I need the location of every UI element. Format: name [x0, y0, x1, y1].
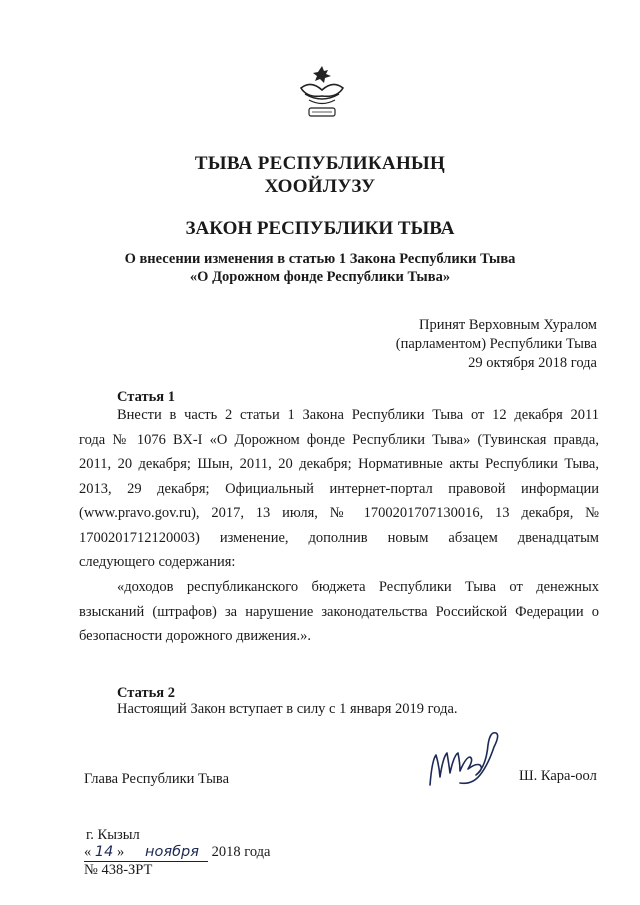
article2-heading: Статья 2	[117, 685, 175, 701]
date-open-quote: «	[84, 844, 92, 860]
title-tuvan-line1: ТЫВА РЕСПУБЛИКАНЫҢ	[194, 153, 446, 174]
adoption-line1: Принят Верховным Хуралом	[419, 317, 597, 333]
title-russian: ЗАКОН РЕСПУБЛИКИ ТЫВА	[185, 218, 455, 239]
quote-line: «доходов республиканского бюджета Республики Тыва от денежных	[117, 579, 599, 595]
handwritten-signature-icon	[420, 730, 510, 800]
date-year: 2018 года	[211, 844, 271, 860]
article1-quote	[79, 575, 599, 649]
article2-text: Настоящий Закон вступает в силу с 1 января 2019 года.	[117, 701, 458, 717]
law-number: № 438-ЗРТ	[84, 862, 153, 878]
adoption-line2: (парламентом) Республики Тыва	[395, 336, 597, 352]
article1-text	[79, 403, 599, 575]
article1-heading: Статья 1	[117, 389, 175, 405]
subtitle-line1: О внесении изменения в статью 1 Закона Республики Тыва	[124, 251, 516, 267]
date-month: ноября	[145, 844, 199, 860]
tuva-emblem-icon	[295, 62, 349, 124]
date-close-quote: »	[116, 844, 125, 860]
subtitle-line2: «О Дорожном фонде Республики Тыва»	[189, 269, 451, 285]
article1-line: 1700201712120003) изменение, дополнив новым абзацем двенадцатым	[79, 529, 599, 546]
article1-line: (www.pravo.gov.ru), 2017, 13 июля, № 1700201707130016, 13 декабря, №	[79, 505, 599, 521]
title-tuvan-line2: ХООЙЛУЗУ	[264, 176, 376, 197]
quote-line: взысканий (штрафов) за нарушение законодательства Российской Федерации о	[79, 603, 599, 620]
article1-line: Внести в часть 2 статьи 1 Закона Республики Тыва от 12 декабря 2011	[117, 407, 599, 423]
article1-line: 2011, 20 декабря; Шын, 2011, 20 декабря; Нормативные акты Республики Тыва,	[79, 456, 599, 472]
quote-line: безопасности дорожного движения.».	[79, 628, 312, 644]
signatory-name: Ш. Кара-оол	[519, 768, 597, 784]
adoption-block	[396, 316, 597, 373]
article1-line: года № 1076 ВХ-I «О Дорожном фонде Республики Тыва» (Тувинская правда,	[79, 431, 599, 448]
article1-line: 2013, 29 декабря; Официальный интернет-портал правовой информации	[79, 480, 599, 497]
signing-date	[84, 843, 270, 862]
signatory-position: Глава Республики Тыва	[84, 771, 230, 787]
date-day: 14	[94, 844, 114, 860]
place-of-signing: г. Кызыл	[86, 827, 140, 843]
article1-line: следующего содержания:	[79, 554, 236, 570]
adoption-date: 29 октября 2018 года	[468, 355, 597, 371]
